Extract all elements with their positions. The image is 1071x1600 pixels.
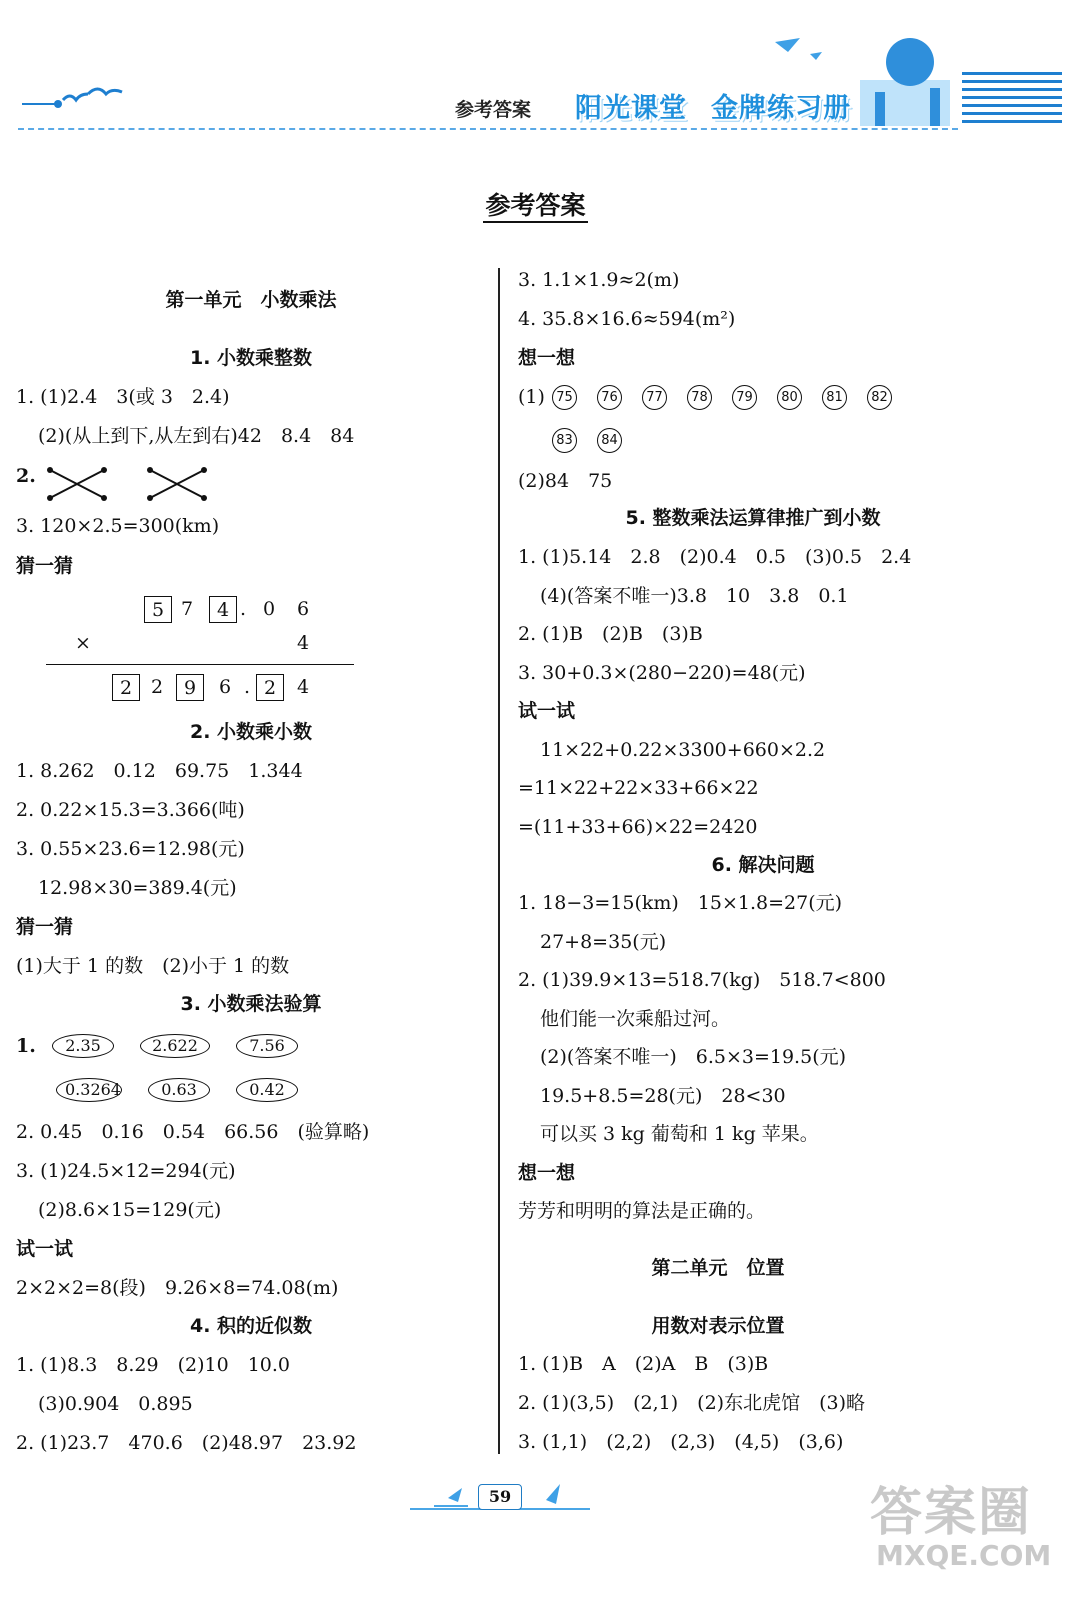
answer-line: (2)84 75: [518, 470, 613, 492]
circled-number: 82: [867, 385, 892, 410]
brand-book-name: 金牌练习册: [711, 93, 851, 124]
answer-line: (4)(答案不唯一)3.8 10 3.8 0.1: [540, 585, 849, 607]
circled-answer: 2.35: [52, 1034, 114, 1058]
circled-number: 77: [642, 385, 667, 410]
answer-line: 2. (1)23.7 470.6 (2)48.97 23.92: [16, 1432, 357, 1454]
answer-line: 2.: [16, 465, 36, 487]
answer-line: 27+8=35(元): [540, 931, 667, 953]
subheading-guess: 猜一猜: [16, 916, 74, 938]
answer-line: =(11+33+66)×22=2420: [518, 816, 758, 838]
answer-line: 2. 0.22×15.3=3.366(吨): [16, 799, 245, 821]
puzzle-digit: 0: [262, 598, 276, 620]
answer-line: 1. 8.262 0.12 69.75 1.344: [16, 760, 303, 782]
answer-line: 19.5+8.5=28(元) 28<30: [540, 1085, 786, 1107]
section-heading: 4. 积的近似数: [189, 1315, 313, 1337]
puzzle-digit: .: [243, 676, 251, 698]
circled-numbers-row: [552, 428, 642, 453]
answer-line: 他们能一次乘船过河。: [540, 1008, 731, 1030]
answer-line: 3. 120×2.5=300(km): [16, 515, 220, 537]
puzzle-digit: 4: [296, 632, 310, 654]
answer-line: 1. (1)8.3 8.29 (2)10 10.0: [16, 1354, 290, 1376]
circled-answers-row: [52, 1034, 324, 1058]
watermark-url: MXQE.COM: [876, 1539, 1052, 1572]
circled-number: 75: [552, 385, 577, 410]
circled-answers-row: [56, 1078, 324, 1102]
answer-line: 3. (1)24.5×12=294(元): [16, 1160, 236, 1182]
section-heading: 3. 小数乘法验算: [180, 993, 322, 1015]
answer-line: 3. (1,1) (2,2) (2,3) (4,5) (3,6): [518, 1431, 844, 1453]
circled-number: 79: [732, 385, 757, 410]
subheading-guess: 猜一猜: [16, 555, 74, 577]
answer-line: (2)(答案不唯一) 6.5×3=19.5(元): [540, 1046, 847, 1068]
section-heading: 2. 小数乘小数: [189, 721, 313, 743]
circled-number: 80: [777, 385, 802, 410]
puzzle-boxed-digit: 5: [144, 596, 172, 623]
subheading-think: 想一想: [518, 347, 576, 369]
subheading-try: 试一试: [518, 700, 576, 722]
answer-line: 2×2×2=8(段) 9.26×8=74.08(m): [16, 1277, 339, 1299]
answer-line: 1. (1)2.4 3(或 3 2.4): [16, 386, 230, 408]
answer-line: 可以买 3 kg 葡萄和 1 kg 苹果。: [540, 1123, 819, 1145]
column-divider: [498, 268, 500, 1454]
answer-line: (2)(从上到下,从左到右)42 8.4 84: [38, 425, 355, 447]
answer-line: 3. 1.1×1.9≈2(m): [518, 269, 680, 291]
answer-line: 3. 30+0.3×(280−220)=48(元): [518, 662, 806, 684]
answer-line: 2. (1)B (2)B (3)B: [518, 623, 703, 645]
circled-number: 78: [687, 385, 712, 410]
circled-numbers-row: [552, 385, 912, 410]
circled-number: 84: [597, 428, 622, 453]
answer-line: 芳芳和明明的算法是正确的。: [518, 1200, 766, 1222]
header-dashed-rule: [18, 128, 958, 130]
puzzle-boxed-digit: 2: [256, 674, 284, 701]
subheading-try: 试一试: [16, 1238, 74, 1260]
unit-heading: 第一单元 小数乘法: [165, 289, 337, 311]
brand-series-name: 阳光课堂: [575, 93, 687, 124]
puzzle-digit: 2: [150, 676, 164, 698]
answer-line: (2)8.6×15=129(元): [38, 1199, 222, 1221]
circled-answer: 0.3264: [56, 1078, 122, 1102]
header-stripes: [962, 72, 1062, 128]
answer-line: 1.: [16, 1035, 36, 1057]
section-heading: 1. 小数乘整数: [189, 347, 313, 369]
circled-number: 81: [822, 385, 847, 410]
answer-line: 11×22+0.22×3300+660×2.2: [540, 739, 826, 761]
answer-line: 2. 0.45 0.16 0.54 66.56 (验算略): [16, 1121, 370, 1143]
page-header: [0, 0, 1071, 140]
subheading-think: 想一想: [518, 1162, 576, 1184]
section-heading: 6. 解决问题: [711, 854, 815, 876]
answer-line: 2. (1)39.9×13=518.7(kg) 518.7<800: [518, 969, 886, 991]
puzzle-digit: 6: [296, 598, 310, 620]
section-heading: 用数对表示位置: [651, 1315, 785, 1337]
answer-line: 1. (1)5.14 2.8 (2)0.4 0.5 (3)0.5 2.4: [518, 546, 912, 568]
puzzle-rule: [46, 664, 354, 665]
puzzle-digit: 6: [218, 676, 232, 698]
puzzle-digit: .: [239, 598, 247, 620]
circled-answer: 2.622: [140, 1034, 210, 1058]
answer-line: 12.98×30=389.4(元): [38, 877, 237, 899]
answer-line: 4. 35.8×16.6≈594(m²): [518, 308, 736, 330]
section-heading: 5. 整数乘法运算律推广到小数: [625, 507, 881, 529]
circled-number: 76: [597, 385, 622, 410]
puzzle-boxed-digit: 9: [176, 674, 204, 701]
puzzle-digit: 7: [180, 598, 194, 620]
header-brand: [575, 86, 875, 125]
header-section-title: 参考答案: [455, 99, 532, 121]
answer-line: (3)0.904 0.895: [38, 1393, 193, 1415]
answer-line: 1. 18−3=15(km) 15×1.8=27(元): [518, 892, 843, 914]
answer-line: 1. (1)B A (2)A B (3)B: [518, 1353, 769, 1375]
puzzle-operator: ×: [75, 632, 91, 654]
matching-lines-diagram: [46, 464, 226, 504]
puzzle-boxed-digit: 2: [112, 674, 140, 701]
circled-answer: 7.56: [236, 1034, 298, 1058]
answer-line: 2. (1)(3,5) (2,1) (2)东北虎馆 (3)略: [518, 1392, 865, 1414]
unit-heading: 第二单元 位置: [651, 1257, 785, 1279]
answer-line: 3. 0.55×23.6=12.98(元): [16, 838, 245, 860]
page-title: 参考答案: [0, 186, 1071, 222]
watermark-logo: [870, 1485, 1051, 1571]
circled-number: 83: [552, 428, 577, 453]
puzzle-digit: 4: [296, 676, 310, 698]
puzzle-boxed-digit: 4: [209, 596, 237, 623]
answer-line: (1): [518, 386, 545, 408]
circled-answer: 0.63: [148, 1078, 210, 1102]
circled-answer: 0.42: [236, 1078, 298, 1102]
birds-icon: [18, 80, 128, 120]
answer-line: =11×22+22×33+66×22: [518, 777, 759, 799]
answer-line: (1)大于 1 的数 (2)小于 1 的数: [16, 955, 290, 977]
watermark-text: 答案圈: [870, 1483, 1033, 1543]
page-number: 59: [478, 1484, 522, 1510]
